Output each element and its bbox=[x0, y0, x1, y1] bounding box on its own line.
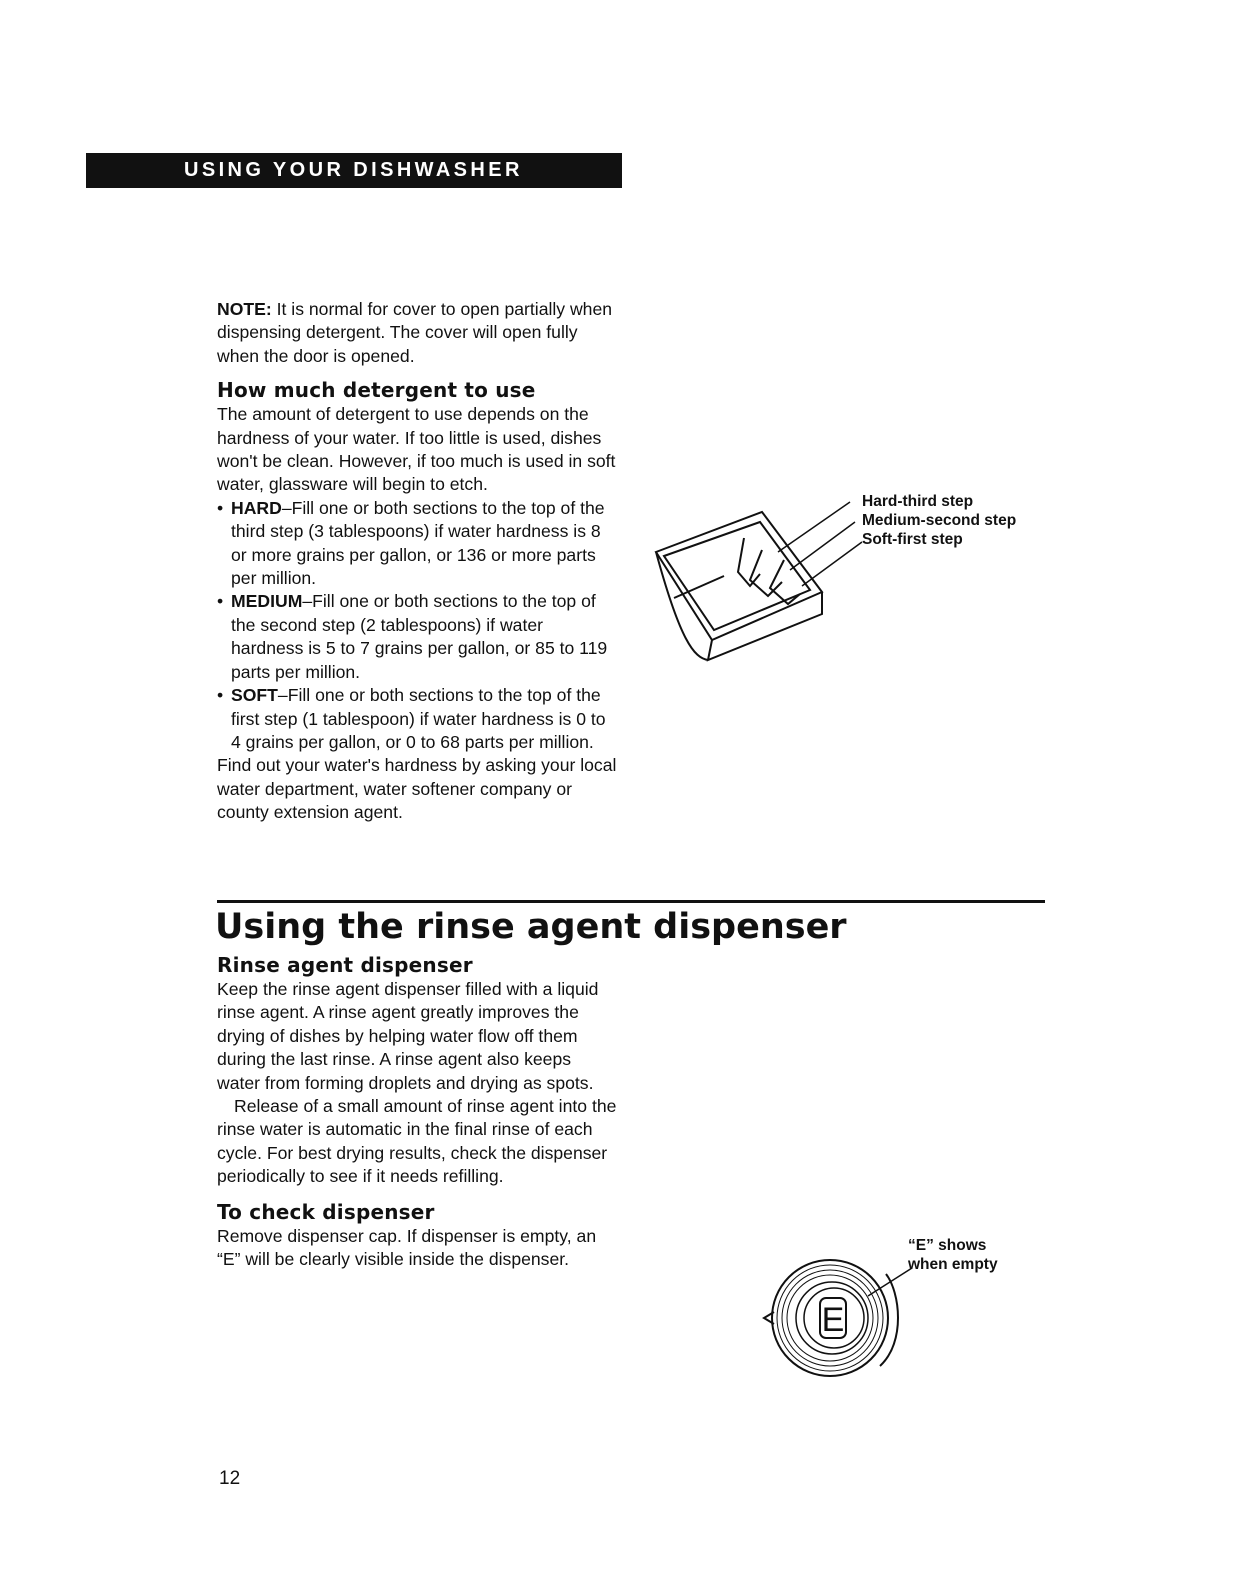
check-text: Remove dispenser cap. If dispenser is empty, an “E” will be clearly visible inside the dispenser. bbox=[217, 1225, 597, 1270]
note-label: NOTE: bbox=[217, 299, 272, 319]
rinse-para-2: Release of a small amount of rinse agent into the rinse water is automatic in the final rinse of each cycle. For best drying results, check the dispenser periodically to see if it needs refilling. bbox=[217, 1096, 617, 1187]
page-number: 12 bbox=[219, 1468, 241, 1489]
detergent-cup-drawing bbox=[656, 512, 822, 660]
section-header-title: USING YOUR DISHWASHER bbox=[184, 159, 523, 181]
detergent-outro: Find out your water's hardness by asking your local water department, water softener company or county extension agent. bbox=[217, 755, 617, 823]
check-heading: To check dispenser bbox=[217, 1199, 435, 1224]
section-rule bbox=[217, 900, 1045, 903]
medium-step-label: Medium-second step bbox=[862, 512, 1017, 529]
rinse-para-1: Keep the rinse agent dispenser filled with a liquid rinse agent. A rinse agent greatly improves the drying of dishes by helping water flow off them during the last rinse. A rinse agent also keeps water from forming droplets and drying as spots. bbox=[217, 979, 599, 1093]
cup-labels bbox=[862, 492, 1016, 549]
hardness-list bbox=[217, 497, 617, 754]
rinse-cap-label bbox=[908, 1236, 998, 1274]
left-column-top bbox=[217, 298, 617, 825]
list-item-text: –Fill one or both sections to the top of the third step (3 tablespoons) if water hardness is 8 or more grains per gallon, or 136 or more parts per million. bbox=[231, 497, 605, 589]
list-item: • SOFT–Fill one or both sections to the top of the first step (1 tablespoon) if water hardness is 0 to 4 grains per gallon, or 0 to 68 parts per million. bbox=[217, 685, 606, 752]
list-item-label: MEDIUM bbox=[231, 591, 303, 612]
detergent-intro: The amount of detergent to use depends on the hardness of your water. If too little is used, dishes won't be clean. However, if too much is used in soft water, glassware will begin to etch. bbox=[217, 404, 616, 495]
list-item: • MEDIUM–Fill one or both sections to the top of the second step (2 tablespoons) if water hardness is 5 to 7 grains per gallon, or 85 to 119 parts per million. bbox=[217, 591, 608, 682]
list-item: • HARD–Fill one or both sections to the top of the third step (3 tablespoons) if water hardness is 8 or more grains per gallon, or 136 or more parts per million. bbox=[217, 497, 605, 589]
list-item-text: –Fill one or both sections to the top of the second step (2 tablespoons) if water hardness is 5 to 7 grains per gallon, or 85 to 119 parts per million. bbox=[231, 591, 608, 682]
note-text: It is normal for cover to open partially when dispensing detergent. The cover will open fully when the door is opened. bbox=[217, 299, 613, 366]
note-paragraph bbox=[217, 298, 617, 368]
soft-step-label: Soft-first step bbox=[862, 531, 963, 548]
leader-lines bbox=[778, 502, 862, 586]
hard-step-label: Hard-third step bbox=[862, 493, 974, 510]
left-column-bottom bbox=[217, 952, 617, 1271]
list-item-text: –Fill one or both sections to the top of the first step (1 tablespoon) if water hardness is 0 to 4 grains per gallon, or 0 to 68 parts per million. bbox=[231, 685, 606, 752]
list-item-label: HARD bbox=[231, 497, 282, 518]
rinse-section-title: Using the rinse agent dispenser bbox=[215, 907, 847, 947]
rinse-cap-label-line2: when empty bbox=[908, 1256, 998, 1273]
rinse-cap-illustration bbox=[760, 1252, 920, 1382]
list-item-label: SOFT bbox=[231, 685, 278, 706]
dial-letter-e: E bbox=[821, 1301, 845, 1339]
rinse-subheading: Rinse agent dispenser bbox=[217, 953, 473, 977]
section-header-bar bbox=[86, 153, 622, 188]
detergent-heading: How much detergent to use bbox=[217, 378, 536, 403]
detergent-cup-illustration bbox=[650, 490, 870, 670]
rinse-cap-label-line1: “E” shows bbox=[908, 1237, 987, 1254]
